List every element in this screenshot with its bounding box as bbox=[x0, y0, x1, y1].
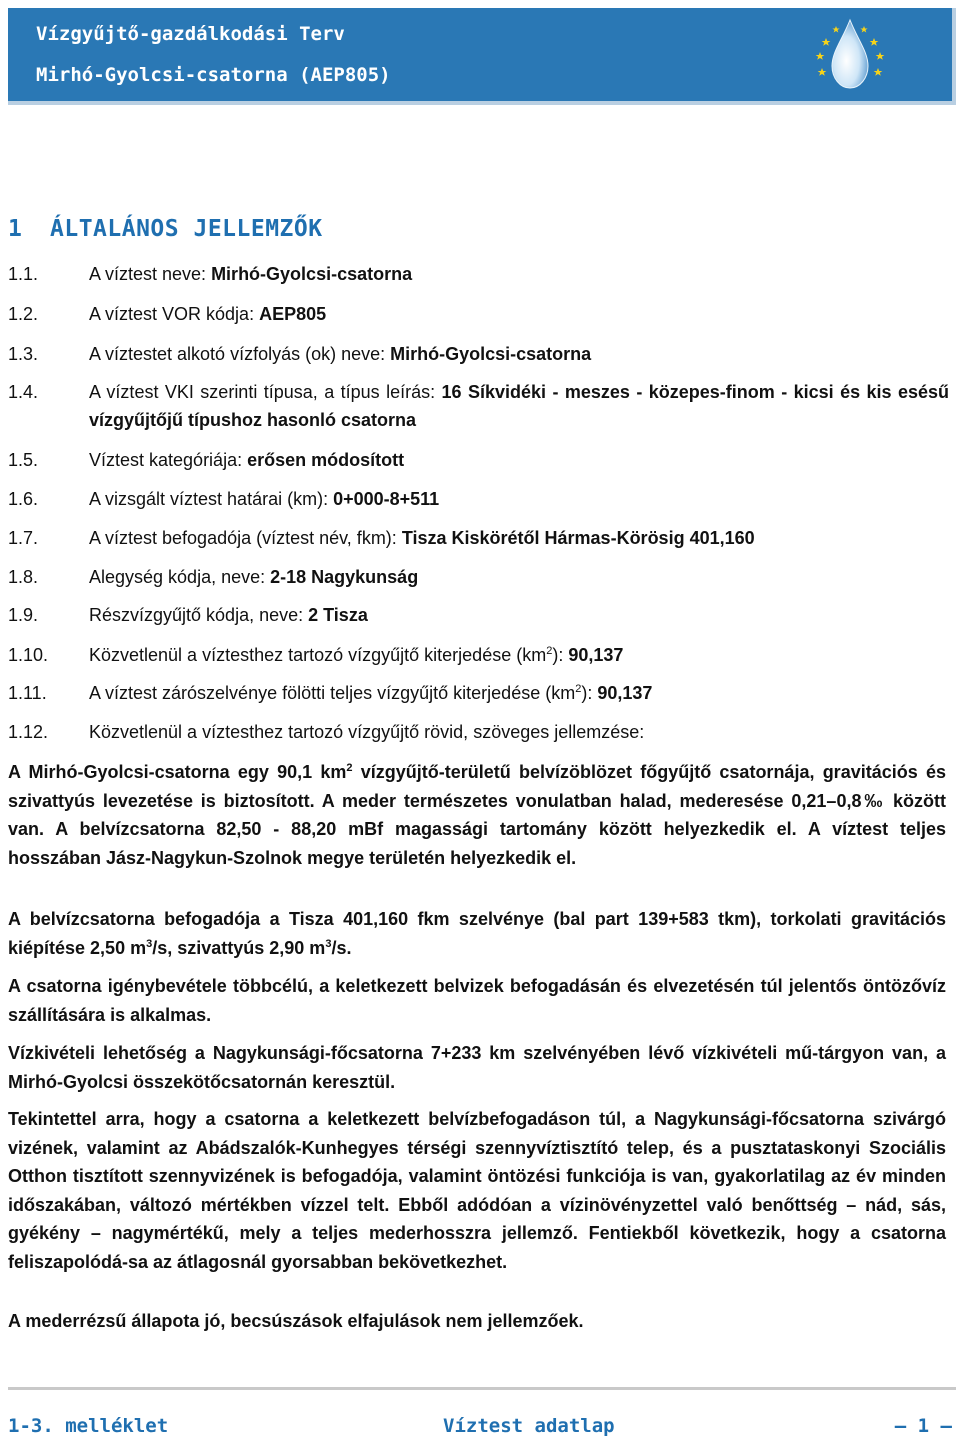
item-number: 1.7. bbox=[8, 528, 39, 548]
item-label-suffix: ): bbox=[552, 645, 569, 665]
description-paragraph: A Mirhó-Gyolcsi-csatorna egy 90,1 $km^2$ vízgyűjtő-területű belvízöblözet főgyűjtő csatornája, gravitációs és szivattyús levezetése is biztosított. A meder természetes vonulatban halad, mederesése 0,21–0,8‰ között van. A belvízcsatorna 82,50 - 88,20 mBf magassági tartomány között helyezkedik el. A víztest teljes hosszában Jász-Nagykun-Szolnok megye területén helyezkedik el. bbox=[8, 762, 946, 868]
footer-page-number: – 1 – bbox=[894, 1415, 952, 1437]
section-heading bbox=[8, 216, 323, 242]
item-number: 1.10. bbox=[8, 645, 49, 665]
item-superscript: 2 bbox=[546, 645, 553, 657]
item-label: A víztest neve: bbox=[89, 264, 212, 284]
description-paragraph: A csatorna igénybevétele többcélú, a keletkezett belvizek befogadásán és elvezetésén túl jelentős öntözővíz szállítására is alkalmas. bbox=[8, 976, 946, 1025]
item-label: A vizsgált víztest határai (km): bbox=[89, 489, 334, 509]
description-paragraph: A mederrézsű állapota jó, becsúszások elfajulások nem jellemzőek. bbox=[8, 1311, 584, 1331]
description-paragraph: Vízkivételi lehetőség a Nagykunsági-főcsatorna 7+233 km szelvényében lévő vízkivételi mű-tárgyon van, a Mirhó-Gyolcsi összekötőcsatornán keresztül. bbox=[8, 1043, 946, 1092]
header-title: Vízgyűjtő-gazdálkodási Terv bbox=[36, 23, 345, 45]
item-label: Alegység kódja, neve: bbox=[89, 567, 271, 587]
item-value: 90,137 bbox=[568, 645, 624, 665]
header-subtitle: Mirhó-Gyolcsi-csatorna (AEP805) bbox=[36, 64, 391, 86]
item-value: 90,137 bbox=[597, 683, 653, 703]
section-title: ÁLTALÁNOS JELLEMZŐK bbox=[50, 216, 323, 242]
item-number: 1.6. bbox=[8, 489, 39, 509]
item-number: 1.8. bbox=[8, 567, 39, 587]
item-label: Közvetlenül a víztesthez tartozó vízgyűjtő kiterjedése (km bbox=[89, 645, 547, 665]
item-number: 1.2. bbox=[8, 304, 39, 324]
item-value: Mirhó-Gyolcsi-csatorna bbox=[390, 344, 592, 364]
item-value: erősen módosított bbox=[247, 450, 405, 470]
item-value: 2 Tisza bbox=[308, 605, 368, 625]
item-value: 2-18 Nagykunság bbox=[270, 567, 419, 587]
item-label: A víztest zárószelvénye fölötti teljes vízgyűjtő kiterjedése (km bbox=[89, 683, 576, 703]
item-number: 1.4. bbox=[8, 382, 39, 402]
description-paragraph: A belvízcsatorna befogadója a Tisza 401,160 fkm szelvénye (bal part 139+583 tkm), torkolati gravitációs kiépítése 2,50 $m^3/s$, szivattyús 2,90 $m^3/s$. bbox=[8, 909, 946, 958]
item-label: A víztest befogadója (víztest név, fkm): bbox=[89, 528, 402, 548]
water-drop-eu-stars-logo bbox=[808, 14, 893, 94]
item-number: 1.3. bbox=[8, 344, 39, 364]
item-value: Mirhó-Gyolcsi-csatorna bbox=[211, 264, 413, 284]
item-number: 1.12. bbox=[8, 722, 49, 742]
item-number: 1.11. bbox=[8, 683, 47, 703]
item-label: A víztestet alkotó vízfolyás (ok) neve: bbox=[89, 344, 391, 364]
item-value: 16 Síkvidéki - meszes - közepes-finom - kicsi és kis esésű vízgyűjtőjű típushoz hasonló csatorna bbox=[89, 382, 949, 430]
item-label: Víztest kategóriája: bbox=[89, 450, 248, 470]
item-label: Közvetlenül a víztesthez tartozó vízgyűjtő rövid, szöveges jellemzése: bbox=[89, 722, 645, 742]
item-label: A víztest VOR kódja: bbox=[89, 304, 260, 324]
item-number: 1.5. bbox=[8, 450, 39, 470]
item-label: Részvízgyűjtő kódja, neve: bbox=[89, 605, 309, 625]
item-label-suffix: ): bbox=[581, 683, 598, 703]
description-paragraph: Tekintettel arra, hogy a csatorna a keletkezett belvízbefogadáson túl, a Nagykunsági-főcsatorna szivárgó vizének, valamint az Abádszalók-Kunhegyes térségi szennyvíztisztító telep, és a pusztataskonyi Szociális Otthon tisztított szennyvizének is befogadója, valamint öntözési funkciója is van, gyakorlatilag az év minden időszakában, változó mértékben vízzel telt. Ebből adódóan a vízinövényzettel való benőttség – nád, sás, gyékény – nagymértékű, mely a teljes mederhosszra jellemző. Fentiekből következik, hogy a csatorna feliszapolódá-sa az átlagosnál gyorsabban bekövetkezhet. bbox=[8, 1109, 946, 1272]
footer-divider bbox=[8, 1387, 956, 1390]
item-value: 0+000-8+511 bbox=[333, 489, 440, 509]
item-value: Tisza Kiskörétől Hármas-Körösig 401,160 bbox=[401, 528, 755, 548]
item-number: 1.1. bbox=[8, 264, 39, 284]
item-value: AEP805 bbox=[259, 304, 327, 324]
item-label: A víztest VKI szerinti típusa, a típus leírás: bbox=[89, 382, 442, 402]
footer-title: Víztest adatlap bbox=[443, 1415, 615, 1437]
item-number: 1.9. bbox=[8, 605, 39, 625]
section-number: 1 bbox=[8, 216, 23, 242]
item-superscript: 2 bbox=[575, 683, 582, 695]
document-header bbox=[8, 8, 956, 105]
footer-annex-label: 1-3. melléklet bbox=[8, 1415, 169, 1437]
